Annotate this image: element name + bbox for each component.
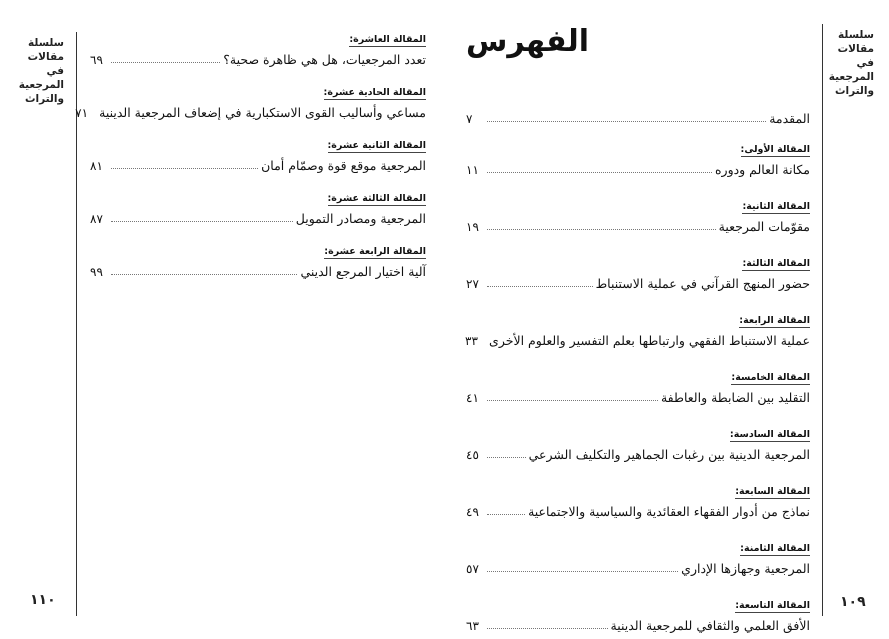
toc-entry-title: آلية اختيار المرجع الديني [300, 264, 426, 279]
toc-entry[interactable] [466, 486, 810, 543]
toc-entry-page: ٦٩ [90, 53, 103, 67]
toc-entry-title: حضور المنهج القرآني في عملية الاستنباط [595, 276, 810, 291]
toc-entry-page: ٨١ [90, 159, 103, 173]
toc-entry-title: المرجعية وجهازها الإداري [681, 561, 810, 576]
dot-leader [487, 457, 526, 458]
toc-entry[interactable] [466, 429, 810, 486]
toc-entry-introduction[interactable] [466, 104, 810, 144]
toc-entry-page: ١٩ [466, 220, 479, 234]
toc-entry-heading: المقالة الثالثة عشرة: [327, 193, 426, 204]
toc-line [466, 216, 810, 234]
series-label-line: المرجعية [828, 71, 874, 83]
toc-line [466, 159, 810, 177]
toc-line [90, 155, 426, 173]
toc-entry-page: ٩٩ [90, 265, 103, 279]
dot-leader [487, 628, 608, 629]
toc-entry-title: المرجعية الدينية بين رغبات الجماهير والتكليف الشرعي [528, 447, 810, 462]
toc-entry-title: تعدد المرجعيات، هل هي ظاهرة صحية؟ [223, 52, 426, 67]
series-label-line: والتراث [24, 93, 64, 105]
dot-leader [487, 400, 658, 401]
dot-leader [487, 229, 716, 230]
toc-line [75, 102, 426, 120]
dot-leader [111, 62, 220, 63]
toc-entry-heading: المقالة الحادية عشرة: [323, 87, 426, 98]
toc-entry-page: ٢٧ [466, 277, 479, 291]
toc-entry[interactable] [90, 34, 426, 87]
toc-entry-heading: المقالة السابعة: [735, 486, 810, 497]
toc-entry-title: مساعي وأساليب القوى الاستكبارية في إضعاف المرجعية الدينية [99, 105, 426, 120]
toc-right [466, 104, 810, 639]
toc-entry-page: ٤١ [466, 391, 479, 405]
dot-leader [487, 286, 593, 287]
toc-line [466, 444, 810, 462]
toc-entry-page: ٤٩ [466, 505, 479, 519]
toc-line [466, 387, 810, 405]
toc-entry-title: مقوّمات المرجعية [718, 219, 810, 234]
toc-entry-title: المرجعية ومصادر التمويل [295, 211, 426, 226]
dot-leader [111, 274, 297, 275]
toc-entry-heading: المقالة الثانية عشرة: [327, 140, 426, 151]
page-number-left: ١١٠ [30, 592, 56, 608]
toc-line [90, 208, 426, 226]
series-label-line: سلسلة [838, 29, 874, 41]
series-label-line: والتراث [834, 85, 874, 97]
toc-entry-title: مكانة العالم ودوره [714, 162, 810, 177]
toc-entry[interactable] [466, 258, 810, 315]
toc-entry[interactable] [466, 372, 810, 429]
toc-line [466, 558, 810, 576]
toc-line [466, 108, 810, 126]
toc-entry-title: المرجعية موقع قوة وصمّام أمان [261, 158, 426, 173]
toc-line [466, 501, 810, 519]
toc-entry-heading: المقالة الثامنة: [740, 543, 810, 554]
toc-entry-heading: المقالة الأولى: [740, 144, 810, 155]
dot-leader [487, 514, 525, 515]
toc-entry-page: ٦٣ [466, 619, 479, 633]
toc-entry[interactable] [90, 246, 426, 299]
toc-entry[interactable] [466, 600, 810, 639]
page-number-right: ١٠٩ [840, 594, 866, 610]
toc-entry-heading: المقالة الثانية: [742, 201, 810, 212]
series-label-line: في [856, 57, 874, 69]
toc-entry-heading: المقالة السادسة: [729, 429, 810, 440]
toc-entry-heading: المقالة الثالثة: [742, 258, 810, 269]
series-label-left [14, 36, 64, 106]
toc-entry-heading: المقالة الرابعة: [739, 315, 810, 326]
toc-entry[interactable] [466, 201, 810, 258]
toc-line [90, 49, 426, 67]
series-label-right [826, 28, 874, 98]
toc-entry[interactable] [75, 87, 426, 140]
toc-line [466, 330, 810, 348]
toc-entry[interactable] [466, 543, 810, 600]
toc-entry[interactable] [90, 193, 426, 246]
dot-leader [111, 168, 258, 169]
toc-entry-page: ٧ [466, 112, 473, 126]
toc-entry-title: المقدمة [769, 111, 810, 126]
toc-entry[interactable] [466, 144, 810, 201]
series-label-line: سلسلة [28, 37, 64, 49]
dot-leader [111, 221, 293, 222]
toc-entry-heading: المقالة الرابعة عشرة: [324, 246, 426, 257]
toc-entry-page: ٣٣ [465, 334, 478, 348]
toc-entry-title: التقليد بين الضابطة والعاطفة [660, 390, 810, 405]
toc-entry-title: الأفق العلمي والثقافي للمرجعية الدينية [610, 618, 810, 633]
dot-leader [487, 121, 766, 122]
toc-line [466, 273, 810, 291]
toc-entry-page: ١١ [466, 163, 479, 177]
toc-entry[interactable] [90, 140, 426, 193]
series-label-line: المرجعية [18, 79, 64, 91]
toc-entry-heading: المقالة الخامسة: [731, 372, 810, 383]
page-title: الفهرس [466, 24, 590, 59]
series-label-line: مقالات [837, 43, 874, 55]
toc-entry-page: ٨٧ [90, 212, 103, 226]
toc-entry-page: ٥٧ [466, 562, 479, 576]
toc-line [466, 615, 810, 633]
toc-entry-page: ٧١ [75, 106, 89, 120]
toc-entry-heading: المقالة العاشرة: [349, 34, 426, 45]
series-label-line: مقالات [27, 51, 64, 63]
toc-left [75, 34, 426, 299]
right-page-margin-rule [822, 24, 823, 616]
dot-leader [487, 172, 712, 173]
toc-line [90, 261, 426, 279]
dot-leader [487, 571, 678, 572]
series-label-line: في [46, 65, 64, 77]
toc-entry-page: ٤٥ [466, 448, 479, 462]
toc-entry[interactable] [466, 315, 810, 372]
toc-entry-title: عملية الاستنباط الفقهي وارتباطها بعلم التفسير والعلوم الأخرى [489, 333, 810, 348]
toc-entry-heading: المقالة التاسعة: [735, 600, 810, 611]
toc-entry-title: نماذج من أدوار الفقهاء العقائدية والسياسية والاجتماعية [528, 504, 810, 519]
